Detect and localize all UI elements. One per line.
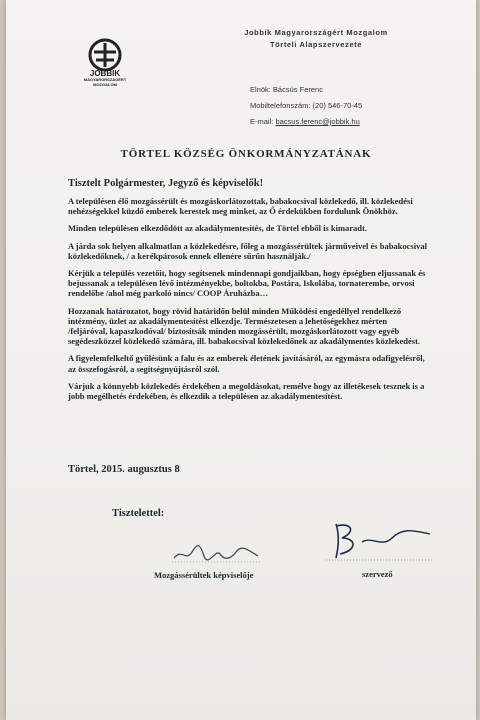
email-link[interactable]: bacsus.ferenc@jobbik.hu	[275, 117, 360, 126]
left-signature-label: Mozgássérültek képviselője	[154, 570, 254, 580]
email-line: E-mail: bacsus.ferenc@jobbik.hu	[250, 117, 360, 126]
letter-page	[6, 0, 476, 720]
paragraph: Minden településen elkezdődött az akadálymentesítés, de Törtel ebből is kimaradt.	[68, 223, 367, 234]
left-signature-icon	[172, 538, 262, 571]
letter-body	[68, 196, 428, 408]
contact-block	[250, 82, 362, 130]
closing: Tisztelettel:	[112, 508, 165, 519]
jobbik-logo-icon	[82, 38, 128, 72]
paragraph: Várjuk a könnyebb közlekedés érdekében a megoldásokat, remélve hogy az illetékesek tesznek is a jobb megélhetés érdekében, és elkezdik a településen az akadálymentesítést.	[68, 380, 425, 402]
paragraph: Kérjük a település vezetőit, hogy segítsenek mindennapi gondjaikban, hogy épségben eljussanak és bejussanak a településen lévő intézményekbe, boltokba, Postára, Iskolába, tornaterembe, orvosi rendelőbe /ahol még parkoló nincs/ COOP Áruházba…	[68, 268, 426, 299]
paragraph: A járda sok helyen alkalmatlan a közlekedésre, főleg a mozgássérültek járműveivel és babakocsival közlekedőknek, / a kerékpárosok ennek ellenére sűrűn használják./	[68, 240, 427, 261]
paragraph: Hozzanak határozatot, hogy rövid határidőn belül minden Működési engedéllyel rendelkező intézmény, üzlet az akadálymentesítést elkezdje. Természetesen a lehetőségekhez mérten /feljáróval, kapaszkodóval/ biztosítsák minden mozgássérült, mozgáskorlátozott vagy egyéb segédeszközzel közlekedő számára, ill. babakocsival közlekedőnek az akadálymentes közlekedést.	[68, 305, 421, 347]
paragraph: A településen élő mozgássérült és mozgáskorlátozottak, babakocsival közlekedő, ill. közlekedési nehézségekkel küzdő emberek kerestek meg minket, az Ő érdekükben fordulunk Önökhöz.	[68, 196, 413, 217]
organization-name: Jobbik Magyarországért Mozgalom Törteli Alapszervezete	[244, 28, 388, 49]
leader-name: Elnök: Bácsús Ferenc	[250, 85, 323, 94]
recipient-title: TÖRTEL KÖZSÉG ÖNKORMÁNYZATÁNAK	[120, 148, 372, 160]
paragraph: A figyelemfelkeltő gyűlésünk a falu és az emberek életének javításáról, az egymásra odafigyelésről, az összefogásról, a segítségnyújtásról szól.	[68, 353, 425, 374]
letter-date: Törtel, 2015. augusztus 8	[68, 464, 180, 475]
logo-wordmark: JOBBIK MAGYARORSZÁGÉRT MOZGALOM	[83, 69, 127, 87]
phone-number: Mobiltelefonszám: (20) 546-70-45	[250, 101, 363, 110]
right-signature-icon	[326, 518, 436, 569]
right-signature-label: szervező	[362, 569, 393, 579]
salutation: Tisztelt Polgármester, Jegyző és képviselők!	[68, 178, 264, 189]
